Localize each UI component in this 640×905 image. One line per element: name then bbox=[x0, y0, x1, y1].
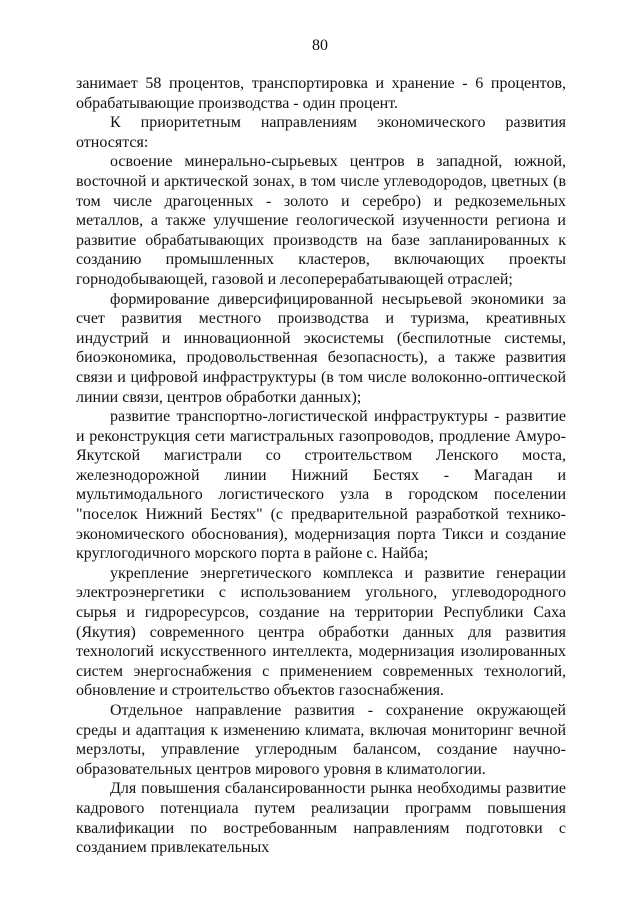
paragraph-diversified-economy: формирование диверсифицированной несырьевой экономики за счет развития местного производства и туризма, креативных индустрий и инновационной экосистемы (беспилотные системы, биоэкономика, продовольственная безопасность), а также развития связи и цифровой инфраструктуры (в том числе волоконно-оптической линии связи, центров обработки данных); bbox=[76, 290, 566, 406]
paragraph-mineral-resources: освоение минерально-сырьевых центров в западной, южной, восточной и арктической зонах, в том числе углеводородов, цветных (в том числе драгоценных - золото и серебро) и редкоземельных металлов, а также улучшение геологической изученности региона и развитие обрабатывающих производств на базе запланированных к созданию промышленных кластеров, включающих проекты горнодобывающей, газовой и лесоперерабатывающей отраслей; bbox=[76, 153, 566, 288]
page-number: 80 bbox=[312, 37, 328, 54]
document-body bbox=[76, 74, 566, 858]
paragraph-transport-logistics: развитие транспортно-логистической инфраструктуры - развитие и реконструкция сети магистральных газопроводов, продление Амуро-Якутской магистрали со строительством Ленского моста, железнодорожной линии Нижний Бестях - Магадан и мультимодального логистического узла в городском поселении "поселок Нижний Бестях" (с предварительной разработкой технико-экономического обоснования), модернизация порта Тикси и создание круглогодичного морского порта в районе с. Найба; bbox=[76, 408, 566, 563]
paragraph-continuation: занимает 58 процентов, транспортировка и хранение - 6 процентов, обрабатывающие производства - один процент. bbox=[76, 75, 566, 112]
paragraph-energy-complex: укрепление энергетического комплекса и развитие генерации электроэнергетики с использованием угольного, углеводородного сырья и гидроресурсов, создание на территории Республики Саха (Якутия) современного центра обработки данных для развития технологий искусственного интеллекта, модернизация изолированных систем энергоснабжения с применением современных технологий, обновление и строительство объектов газоснабжения. bbox=[76, 564, 566, 700]
paragraph-labor-market: Для повышения сбалансированности рынка необходимы развитие кадрового потенциала путем реализации программ повышения квалификации по востребованным направлениям подготовки с созданием привлекательных bbox=[76, 780, 566, 857]
paragraph-environment: Отдельное направление развития - сохранение окружающей среды и адаптация к изменению климата, включая мониторинг вечной мерзлоты, управление углеродным балансом, создание научно-образовательных центров мирового уровня в климатологии. bbox=[76, 702, 566, 778]
paragraph-priorities-intro: К приоритетным направлениям экономического развития относятся: bbox=[76, 114, 566, 151]
